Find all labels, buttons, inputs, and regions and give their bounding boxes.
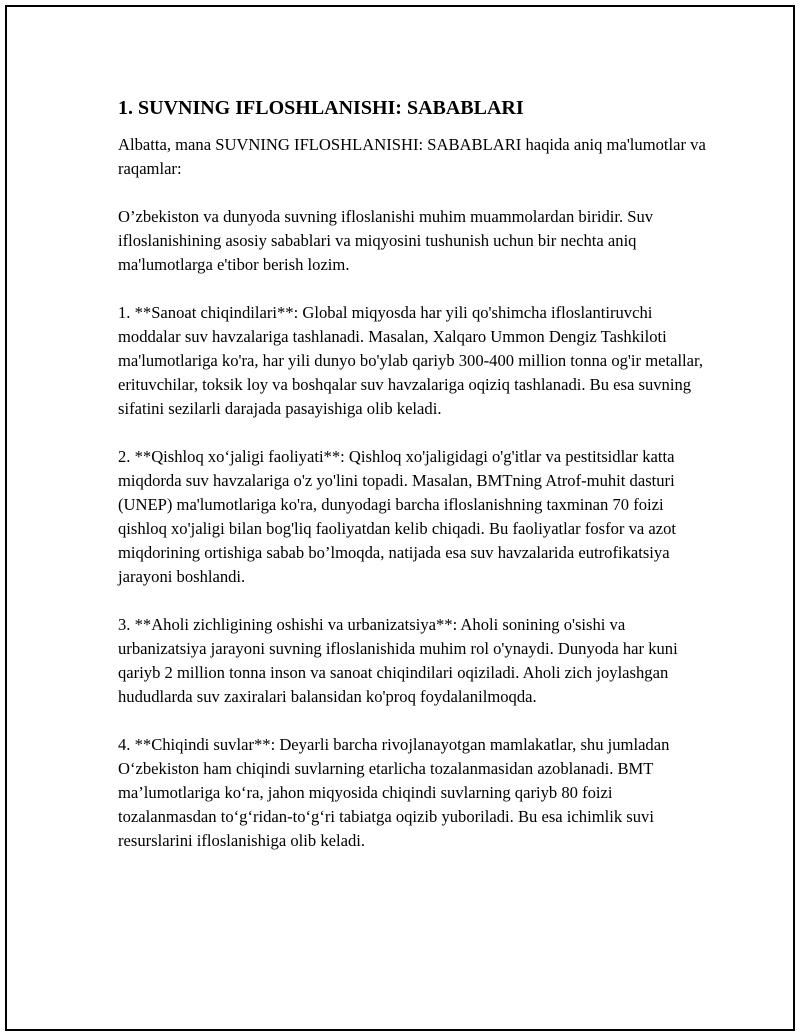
industrial-waste-paragraph: 1. **Sanoat chiqindilari**: Global miqyosda har yili qo'shimcha ifloslantiruvchi moddalar suv havzalariga tashlanadi. Masalan, Xalqaro Ummon Dengiz Tashkiloti ma'lumotlariga ko'ra, har yili dunyo bo'ylab qariyb 300-400 million tonna og'ir metallar, erituvchilar, toksik loy va boshqalar suv havzalariga oqiziq tashlanadi. Bu esa suvning sifatini sezilarli darajada pasayishiga olib keladi.: [118, 303, 704, 418]
intro-paragraph: Albatta, mana SUVNING IFLOSHLANISHI: SABABLARI haqida aniq ma'lumotlar va raqamlar:: [118, 135, 706, 178]
context-paragraph: O’zbekiston va dunyoda suvning ifloslanishi muhim muammolardan biridir. Suv ifloslanishining asosiy sabablari va miqyosini tushunish uchun bir nechta aniq ma'lumotlarga e'tibor berish lozim.: [118, 207, 654, 274]
urbanization-paragraph: 3. **Aholi zichligining oshishi va urbanizatsiya**: Aholi sonining o'sishi va urbanizatsiya jarayoni suvning ifloslanishida muhim rol o'ynaydi. Dunyoda har kuni qariyb 2 million tonna inson va sanoat chiqindilari oqiziladi. Aholi zich joylashgan hududlarda suv zaxiralari balansidan ko'proq foydalanilmoqda.: [118, 615, 678, 706]
document-body: [118, 95, 708, 877]
agriculture-paragraph: 2. **Qishloq xo‘jaligi faoliyati**: Qishloq xo'jaligidagi o'g'itlar va pestitsidlar katta miqdorda suv havzalariga o'z yo'lini topadi. Masalan, BMTning Atrof-muhit dasturi (UNEP) ma'lumotlariga ko'ra, dunyodagi barcha ifloslanishning taxminan 70 foizi qishloq xo'jaligi bilan bog'liq faoliyatdan kelib chiqadi. Bu faoliyatlar fosfor va azot miqdorining ortishiga sabab bo’lmoqda, natijada esa suv havzalarida eutrofikatsiya jarayoni boshlandi.: [118, 447, 677, 586]
wastewater-paragraph: 4. **Chiqindi suvlar**: Deyarli barcha rivojlanayotgan mamlakatlar, shu jumladan O‘zbekiston ham chiqindi suvlarning etarlicha tozalanmasidan azoblanadi. BMT ma’lumotlariga ko‘ra, jahon miqyosida chiqindi suvlarning qariyb 80 foizi tozalanmasdan to‘g‘ridan-to‘g‘ri tabiatga oqizib yuboriladi. Bu esa ichimlik suvi resurslarini ifloslanishiga olib keladi.: [118, 735, 670, 850]
document-page: [5, 5, 795, 1031]
section-heading: 1. SUVNING IFLOSHLANISHI: SABABLARI: [118, 97, 524, 119]
